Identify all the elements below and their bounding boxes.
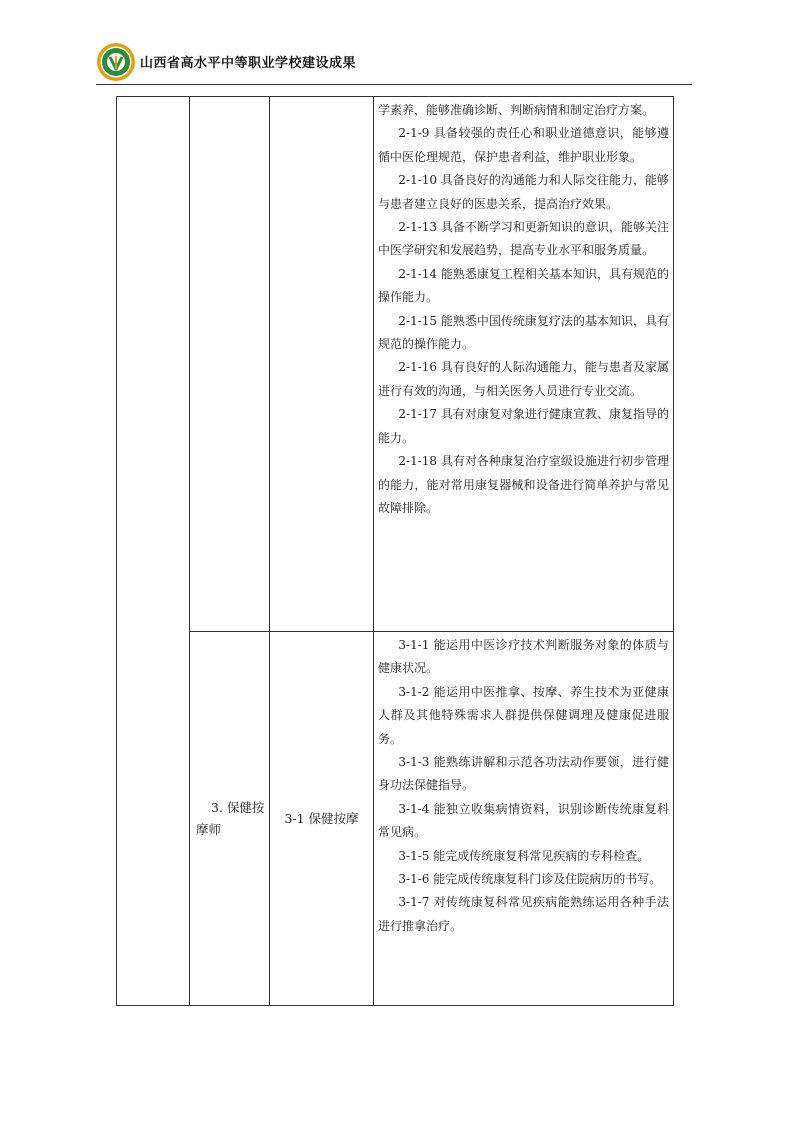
requirement-item: 3-1-5 能完成传统康复科常见疾病的专科检查。: [398, 848, 650, 863]
page-header: [96, 42, 692, 86]
area-cell: 3-1 保健按摩: [270, 632, 374, 1006]
area-cell: [270, 97, 374, 632]
header-divider: [96, 84, 692, 85]
table-row: [117, 97, 674, 632]
requirement-item: 2-1-18 具有对各种康复治疗室级设施进行初步管理的能力，能对常用康复器械和设备进行简单养护与常见故障排除。: [378, 454, 669, 515]
requirements-cell: [374, 97, 674, 632]
table-row: [117, 632, 674, 1006]
category-cell: [117, 97, 190, 1006]
requirement-item: 3-1-1 能运用中医诊疗技术判断服务对象的体质与健康状况。: [378, 638, 669, 676]
requirement-item: 3-1-2 能运用中医推拿、按摩、养生技术为亚健康人群及其他特殊需求人群提供保健调理及健康促进服务。: [378, 684, 669, 746]
school-emblem-icon: [96, 42, 136, 82]
job-title-cell: 3. 保健按摩师: [190, 632, 270, 1006]
requirement-item: 学素养，能够准确诊断、判断病情和制定治疗方案。: [378, 103, 655, 117]
requirement-item: 2-1-9 具备较强的责任心和职业道德意识，能够遵循中医伦理规范，保护患者利益，维护职业形象。: [378, 126, 669, 164]
requirement-item: 3-1-3 能熟练讲解和示范各功法动作要领，进行健身功法保健指导。: [378, 755, 669, 793]
requirements-cell: [374, 632, 674, 1006]
requirement-item: 3-1-7 对传统康复科常见疾病能熟练运用各种手法进行推拿治疗。: [378, 895, 669, 933]
requirement-item: 2-1-14 能熟悉康复工程相关基本知识，具有规范的操作能力。: [378, 266, 669, 305]
header-title: 山西省高水平中等职业学校建设成果: [140, 56, 357, 71]
requirement-item: 2-1-15 能熟悉中国传统康复疗法的基本知识，具有规范的操作能力。: [378, 313, 669, 352]
requirement-item: 2-1-16 具有良好的人际沟通能力，能与患者及家属进行有效的沟通，与相关医务人员进行专业交流。: [378, 360, 669, 398]
requirement-item: 3-1-4 能独立收集病情资料，识别诊断传统康复科常见病。: [378, 801, 669, 840]
job-cell: [190, 97, 270, 632]
competency-table: [116, 96, 674, 1006]
requirement-item: 2-1-13 具备不断学习和更新知识的意识，能够关注中医学研究和发展趋势，提高专业水平和服务质量。: [378, 220, 669, 258]
requirement-item: 3-1-6 能完成传统康复科门诊及住院病历的书写。: [398, 872, 662, 887]
requirement-item: 2-1-10 具备良好的沟通能力和人际交往能力，能够与患者建立良好的医患关系，提高治疗效果。: [378, 173, 669, 211]
requirement-item: 2-1-17 具有对康复对象进行健康宣教、康复指导的能力。: [378, 407, 669, 445]
